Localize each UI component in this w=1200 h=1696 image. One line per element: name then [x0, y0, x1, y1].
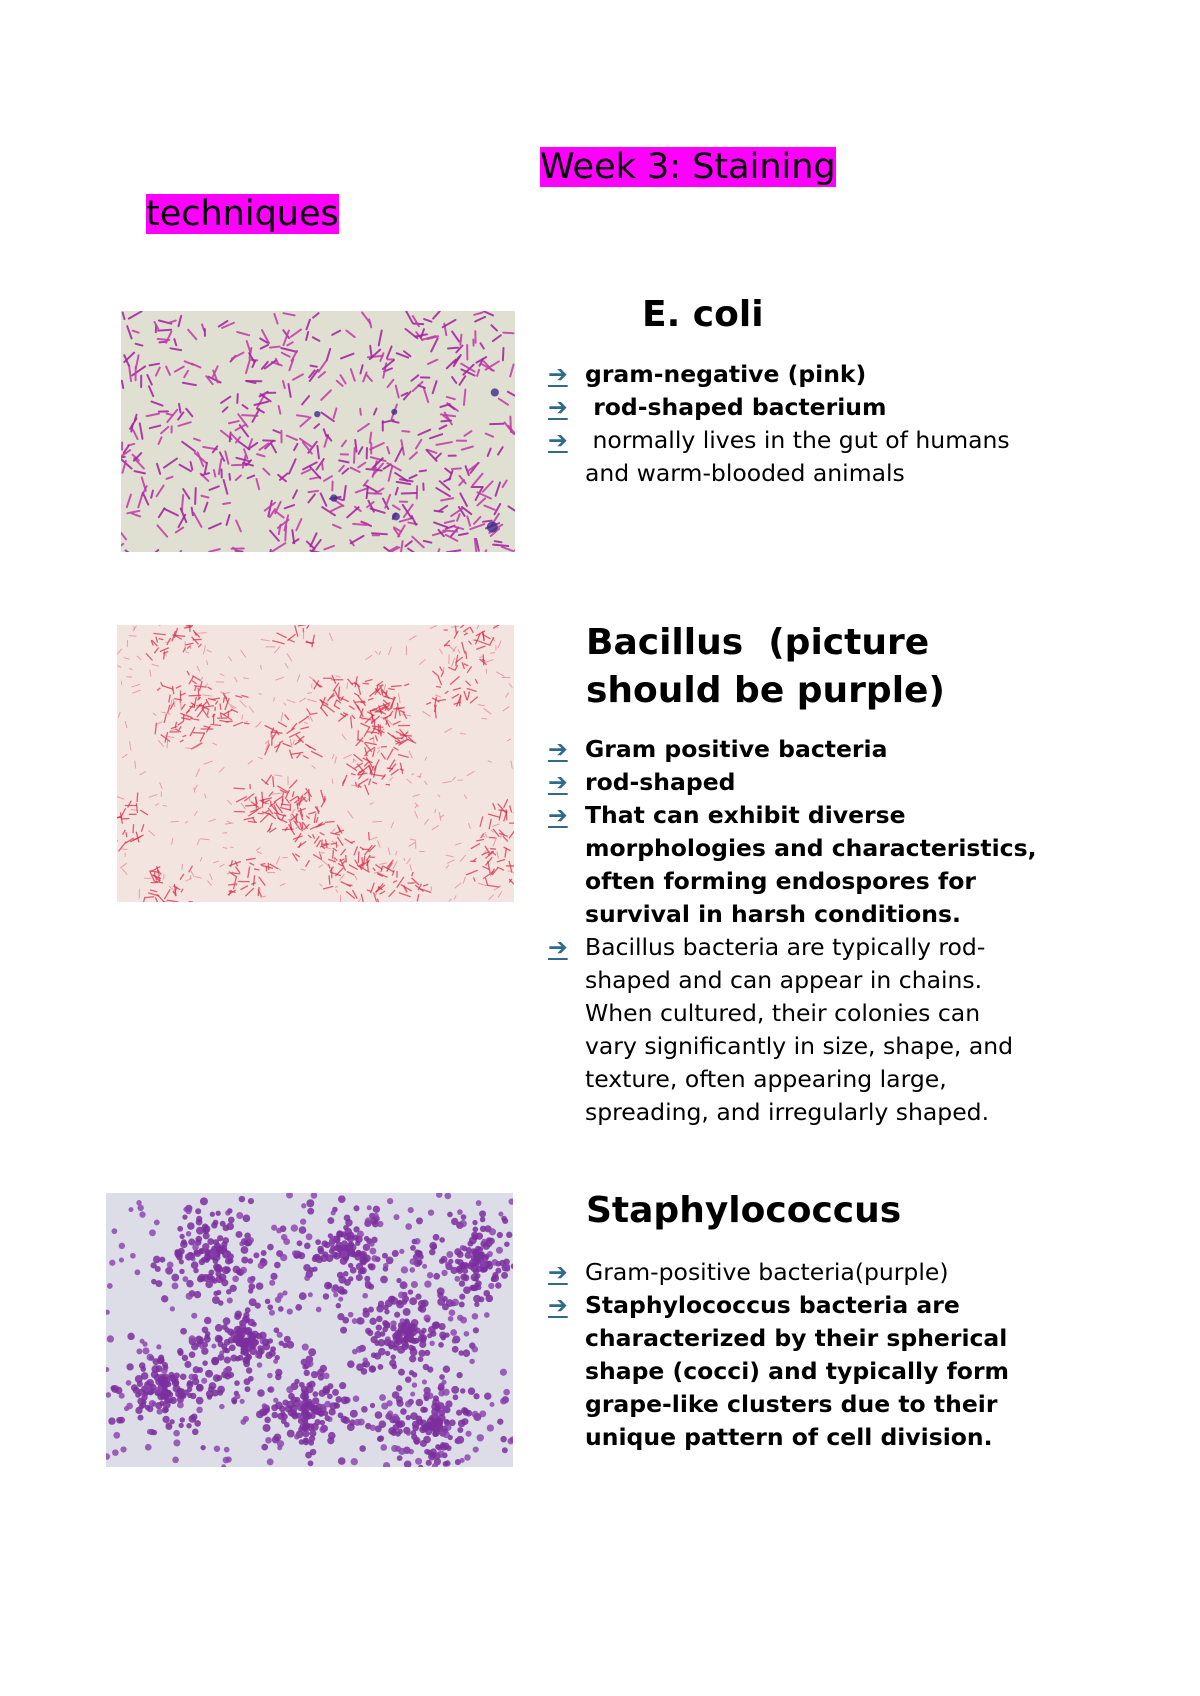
arrow-icon: ➔: [548, 393, 568, 421]
list-item: ➔ Gram positive bacteria: [548, 733, 1038, 766]
list-item: ➔ rod-shaped: [548, 766, 1038, 799]
ecoli-bullet-list: [548, 358, 1038, 490]
staphylococcus-gram-stain-micrograph-icon: [106, 1193, 513, 1467]
list-item: ➔ rod-shaped bacterium: [548, 391, 1038, 424]
ecoli-micrograph-image: [121, 311, 515, 552]
page-title-line-1: Week 3: Staining: [540, 147, 836, 187]
list-item: ➔ Bacillus bacteria are typically rod-shaped and can appear in chains. When cultured, their colonies can vary significantly in size, shape, and texture, often appearing large, spreading, and irregularly shaped.: [548, 933, 1014, 1126]
list-item: ➔ normally lives in the gut of humans and warm-blooded animals: [548, 426, 1018, 487]
page-title-line-2: techniques: [146, 194, 339, 234]
bacillus-micrograph-image: [117, 625, 514, 902]
staphylococcus-heading: Staphylococcus: [586, 1190, 902, 1231]
ecoli-gram-stain-micrograph-icon: [121, 311, 515, 552]
arrow-icon: ➔: [548, 1291, 568, 1319]
arrow-icon: ➔: [548, 801, 568, 829]
bacillus-gram-stain-micrograph-icon: [117, 625, 514, 902]
arrow-icon: ➔: [548, 768, 568, 796]
ecoli-heading: E. coli: [642, 294, 764, 335]
bacillus-heading: Bacillus (picture should be purple): [586, 622, 945, 711]
arrow-icon: ➔: [548, 360, 568, 388]
staphylococcus-bullet-list: [548, 1256, 1038, 1454]
list-item: ➔ Gram-positive bacteria(purple): [548, 1256, 1038, 1289]
arrow-icon: ➔: [548, 933, 568, 961]
arrow-icon: ➔: [548, 1258, 568, 1286]
bacillus-bullet-list: [548, 733, 1038, 1129]
arrow-icon: ➔: [548, 735, 568, 763]
list-item: ➔ That can exhibit diverse morphologies and characteristics, often forming endospores for survival in harsh conditions.: [548, 801, 1037, 928]
list-item: ➔ Staphylococcus bacteria are characterized by their spherical shape (cocci) and typically form grape-like clusters due to their unique pattern of cell division.: [548, 1291, 1010, 1451]
list-item: ➔ gram-negative (pink): [548, 358, 1038, 391]
staphylococcus-micrograph-image: [106, 1193, 513, 1467]
arrow-icon: ➔: [548, 426, 568, 454]
